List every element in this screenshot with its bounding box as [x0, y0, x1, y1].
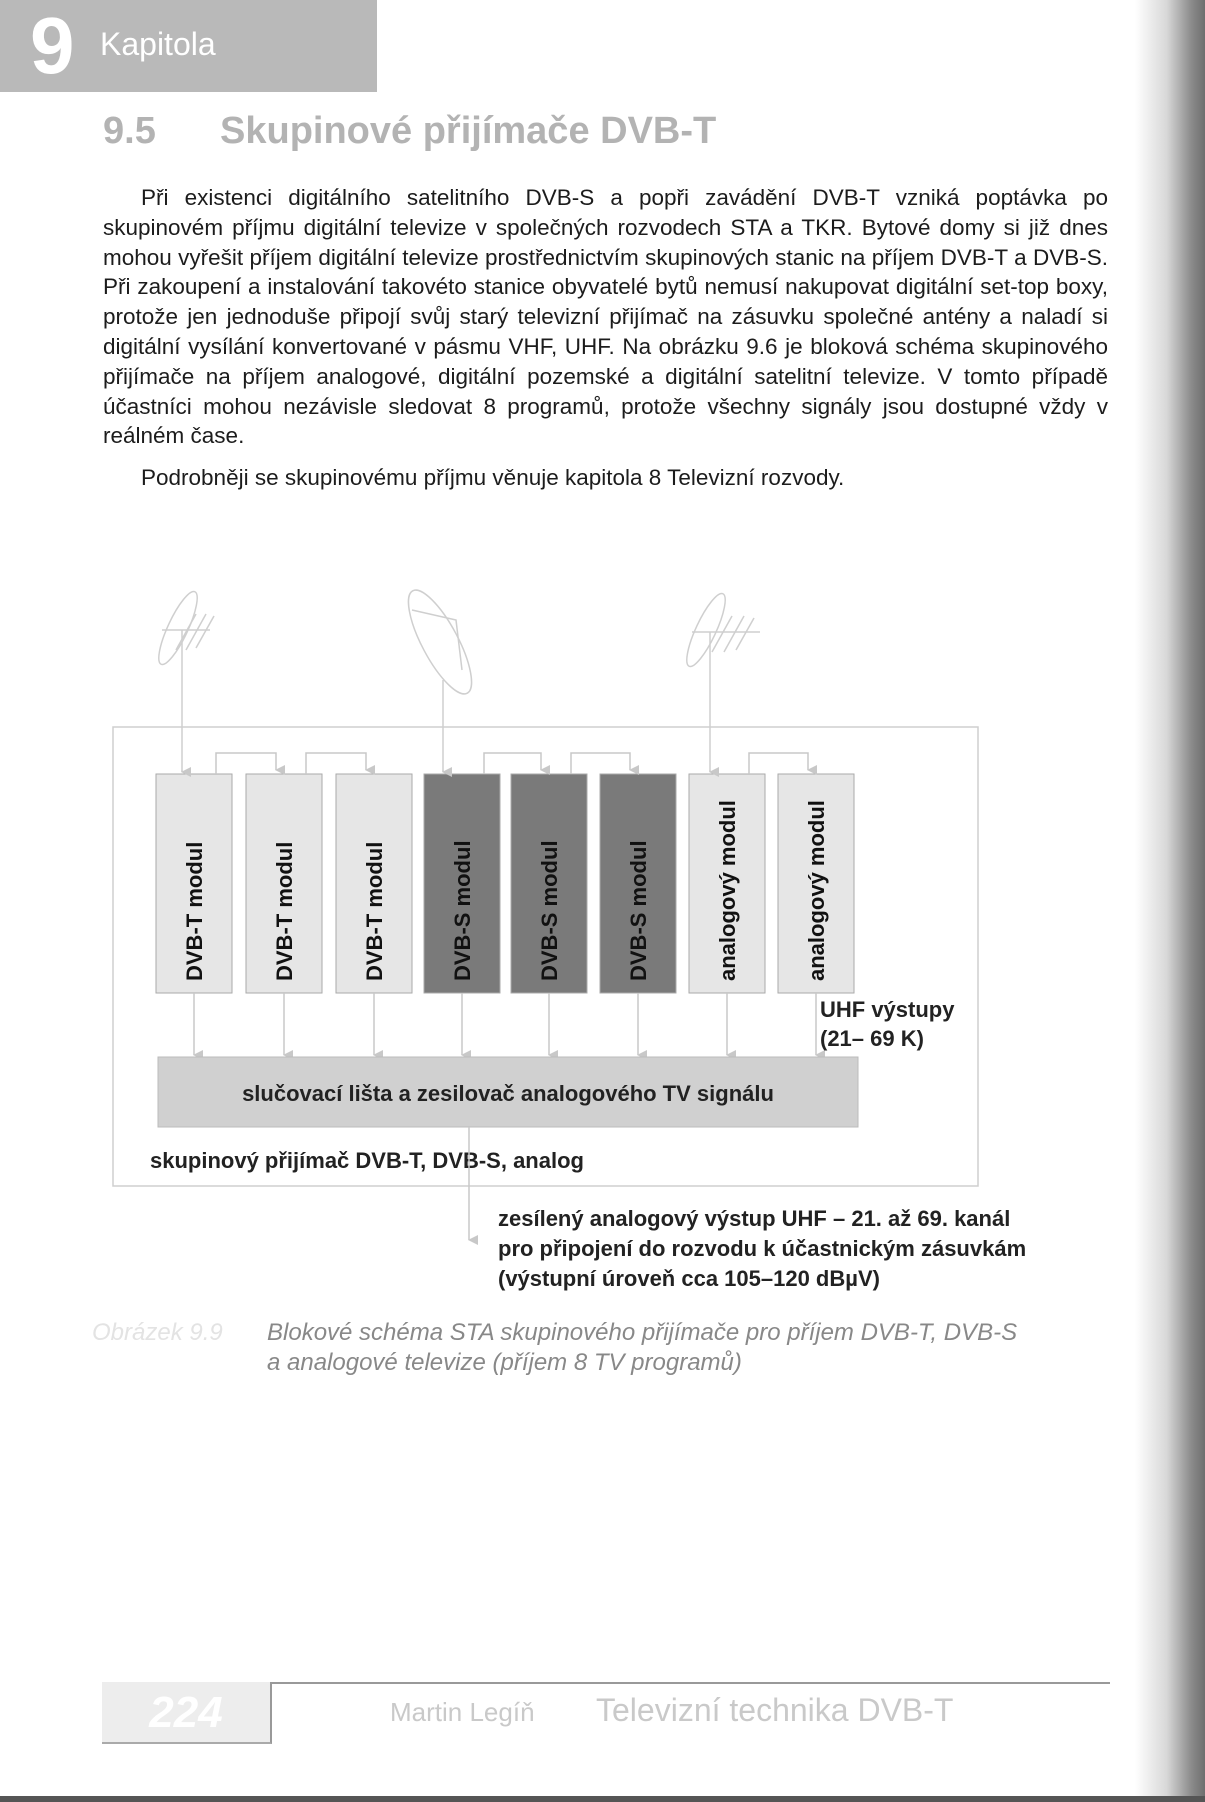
caption-label: Obrázek 9.9: [92, 1319, 223, 1346]
footer-rule: [270, 1682, 1110, 1684]
output-note-line: zesílený analogový výstup UHF – 21. až 69. kanál: [498, 1206, 1011, 1231]
loop-through-link: [216, 753, 276, 774]
module-label: DVB-S modul: [626, 840, 651, 981]
page-number-box: [102, 1682, 272, 1744]
module-label: analogový modul: [715, 800, 740, 981]
chapter-number: 9: [30, 1, 75, 90]
chapter-header-band: [0, 0, 377, 92]
loop-through-link: [571, 753, 630, 774]
paragraph: Při existenci digitálního satelitního DVB-S a popři zavádění DVB-T vzniká poptávka po skupinovém příjmu digitální televize v společných rozvodech STA a TKR. Bytové domy si již dnes mohou vyřešit příjem digitální televize prostřednictvím skupinových stanic na příjem DVB-T a DVB-S. Při zakoupení a instalování takovéto stanice obyvatelé bytů nemusí nakupovat digitální set-top boxy, protože jen jednoduše připojí svůj starý televizní přijímač na zásuvku společné antény a naladí si digitální vysílání konvertované v pásmu VHF, UHF. Na obrázku 9.6 je bloková schéma skupinového přijímače na příjem analogové, digitální pozemské a digitální satelitní televize. V tomto případě účastníci mohou nezávisle sledovat 8 programů, protože všechny signály jsou dostupné vždy v reálném čase.: [103, 185, 1108, 449]
chapter-label: Kapitola: [100, 26, 216, 62]
caption-line: a analogové televize (příjem 8 TV programů): [267, 1349, 742, 1376]
section-title: Skupinové přijímače DVB-T: [220, 110, 717, 152]
output-note-line: pro připojení do rozvodu k účastnickým zásuvkám: [498, 1236, 1027, 1261]
module-label: DVB-T modul: [362, 841, 387, 981]
module-label: DVB-T modul: [272, 841, 297, 981]
paragraph: Podrobněji se skupinovému příjmu věnuje kapitola 8 Televizní rozvody.: [141, 465, 845, 491]
section-heading: [103, 110, 716, 153]
module-label: DVB-S modul: [450, 840, 475, 981]
loop-through-link: [306, 753, 366, 774]
section-number: 9.5: [103, 110, 156, 152]
combiner-label: slučovací lišta a zesilovač analogového TV signálu: [242, 1081, 774, 1106]
footer-author: Martin Legíň: [390, 1697, 535, 1727]
page-number: 224: [149, 1688, 223, 1737]
uhf-range-label: (21– 69 K): [820, 1026, 924, 1051]
body-text: [103, 183, 1108, 493]
output-note-line: (výstupní úroveň cca 105–120 dBµV): [498, 1266, 880, 1291]
receiver-label: skupinový přijímač DVB-T, DVB-S, analog: [150, 1148, 584, 1173]
footer-book-title: Televizní technika DVB-T: [596, 1692, 954, 1728]
yagi-antenna-icon: [152, 588, 214, 770]
module-label: analogový modul: [804, 800, 829, 981]
satellite-dish-icon: [397, 582, 483, 770]
module-label: DVB-S modul: [537, 840, 562, 981]
yagi-antenna-icon: [680, 590, 760, 770]
block-diagram: [0, 580, 1205, 1300]
figure-caption: [92, 1318, 1017, 1378]
loop-through-link: [484, 753, 541, 774]
page-bottom-edge: [0, 1796, 1205, 1802]
caption-line: Blokové schéma STA skupinového přijímače pro příjem DVB-T, DVB-S: [267, 1319, 1018, 1346]
module-label: DVB-T modul: [182, 841, 207, 981]
page-binding-shadow: [1135, 0, 1205, 1802]
uhf-outputs-label: UHF výstupy: [820, 997, 955, 1022]
loop-through-link: [749, 753, 808, 774]
